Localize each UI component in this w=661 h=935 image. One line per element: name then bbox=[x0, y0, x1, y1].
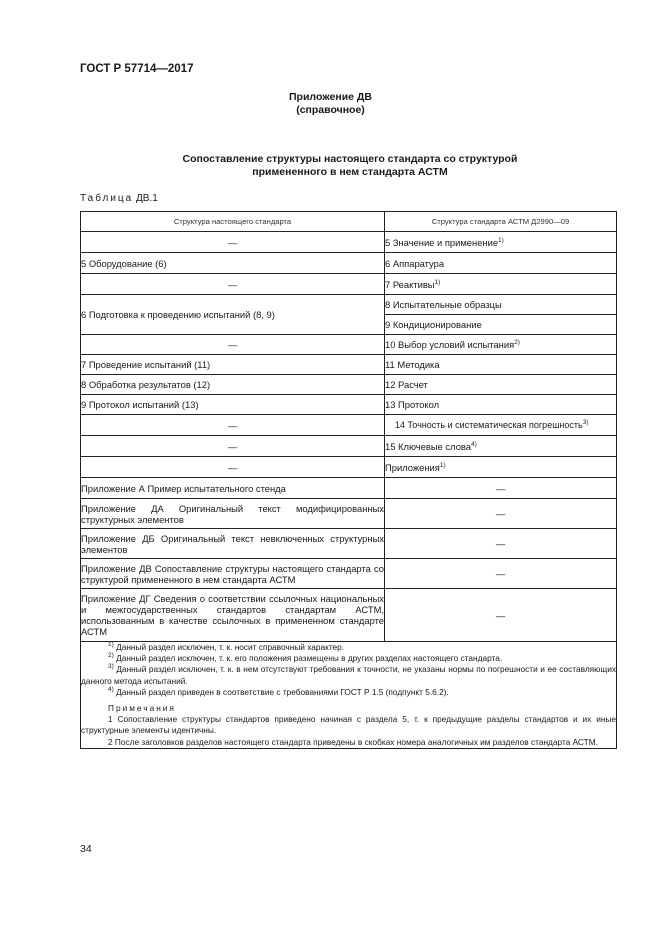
footnote bbox=[81, 653, 616, 664]
section-title-line-1: Сопоставление структуры настоящего стандарта со структурой bbox=[182, 153, 518, 165]
right-cell bbox=[385, 415, 617, 436]
table-caption-label: Таблица bbox=[80, 193, 134, 204]
right-cell-text: 5 Значение и применение bbox=[385, 236, 499, 248]
table-row bbox=[81, 355, 617, 375]
footnote-ref: 1) bbox=[434, 278, 441, 286]
table-row bbox=[81, 457, 617, 478]
appendix-title: Приложение ДВ bbox=[289, 91, 372, 103]
right-cell bbox=[385, 253, 617, 274]
right-cell bbox=[385, 315, 617, 335]
section-title-line-2: примененного в нем стандарта АСТМ bbox=[252, 166, 448, 178]
right-cell: — bbox=[385, 478, 617, 499]
right-cell bbox=[385, 335, 617, 355]
left-cell: — bbox=[81, 274, 385, 295]
footnote-mark: 2) bbox=[108, 652, 114, 660]
right-cell-text: 9 Кондиционирование bbox=[385, 319, 482, 330]
appendix-subtitle: (справочное) bbox=[296, 104, 365, 116]
right-cell: — bbox=[385, 499, 617, 529]
table-row bbox=[81, 232, 617, 253]
document-code: ГОСТ Р 57714—2017 bbox=[80, 63, 194, 75]
table-row bbox=[81, 274, 617, 295]
footnote-text: Данный раздел исключен, т. к. его положения размещены в других разделах настоящего стандарта. bbox=[113, 653, 503, 664]
left-cell: 7 Проведение испытаний (11) bbox=[81, 355, 385, 375]
left-cell: Приложение ДБ Оригинальный текст невключенных структурных элементов bbox=[81, 529, 385, 559]
left-cell: — bbox=[81, 232, 385, 253]
right-cell-text: 10 Выбор условий испытания bbox=[385, 339, 515, 350]
table-row bbox=[81, 478, 617, 499]
section-title bbox=[150, 153, 550, 179]
right-cell bbox=[385, 436, 617, 457]
left-cell-merged: 6 Подготовка к проведению испытаний (8, 9) bbox=[81, 295, 385, 335]
footnote-mark: 3) bbox=[108, 663, 114, 671]
footnote-ref: 1) bbox=[498, 236, 504, 244]
right-cell-text: Приложения bbox=[385, 461, 440, 473]
table-notes-row bbox=[81, 642, 617, 749]
header-astm-standard: Структура стандарта АСТМ Д2990—09 bbox=[385, 212, 617, 232]
table-caption bbox=[80, 193, 158, 204]
right-cell bbox=[385, 232, 617, 253]
table-row bbox=[81, 295, 617, 315]
right-cell bbox=[385, 295, 617, 315]
left-cell: Приложение ДВ Сопоставление структуры настоящего стандарта со структурой примененного в нем стандарта АСТМ bbox=[81, 559, 385, 589]
footnote-mark: 4) bbox=[108, 685, 114, 693]
left-cell: — bbox=[81, 335, 385, 355]
footnote bbox=[81, 642, 616, 653]
header-current-standard: Структура настоящего стандарта bbox=[81, 212, 385, 232]
table-row bbox=[81, 559, 617, 589]
note: 1 Сопоставление структуры стандартов приведено начиная с раздела 5, т. к предыдущие разделы стандартов и их иные структурные элементы идентичны. bbox=[81, 714, 616, 736]
left-cell: — bbox=[81, 415, 385, 436]
footnote-ref: 4) bbox=[471, 440, 477, 448]
right-cell-text: 8 Испытательные образцы bbox=[385, 299, 502, 310]
footnotes-cell bbox=[81, 642, 617, 749]
footnote-ref: 3) bbox=[582, 418, 589, 426]
right-cell: — bbox=[385, 529, 617, 559]
notes-title: Примечания bbox=[108, 703, 176, 714]
right-cell-text: 11 Методика bbox=[385, 359, 440, 370]
footnote bbox=[81, 664, 616, 686]
table-row bbox=[81, 436, 617, 457]
table-row bbox=[81, 253, 617, 274]
left-cell: 8 Обработка результатов (12) bbox=[81, 375, 385, 395]
left-cell: Приложение А Пример испытательного стенда bbox=[81, 478, 385, 499]
right-cell: — bbox=[385, 589, 617, 642]
footnote-text: Данный раздел исключен, т. к. в нем отсутствуют требования к точности, не указаны нормы по погрешности и ее составляющих данного метода испытаний. bbox=[81, 664, 616, 686]
right-cell bbox=[385, 355, 617, 375]
table-row bbox=[81, 529, 617, 559]
table-header-row bbox=[81, 212, 617, 232]
footnote bbox=[81, 687, 616, 698]
table-row bbox=[81, 499, 617, 529]
table-row bbox=[81, 375, 617, 395]
footnote-text: Данный раздел исключен, т. к. носит справочный характер. bbox=[113, 642, 345, 652]
right-cell-text: 14 Точность и систематическая погрешность bbox=[395, 419, 583, 430]
left-cell: — bbox=[81, 436, 385, 457]
left-cell: — bbox=[81, 457, 385, 478]
left-cell: Приложение ДГ Сведения о соответствии ссылочных национальных и межгосударственных стандартов стандартам АСТМ, использованным в качестве ссылочных в примененном стандарте АСТМ bbox=[81, 589, 385, 642]
table-row bbox=[81, 395, 617, 415]
footnote-mark: 1) bbox=[108, 641, 114, 648]
left-cell: 5 Оборудование (6) bbox=[81, 253, 385, 274]
right-cell: — bbox=[385, 559, 617, 589]
footnote-ref: 1) bbox=[439, 461, 446, 469]
right-cell bbox=[385, 457, 617, 478]
footnote-ref: 2) bbox=[514, 339, 520, 346]
note: 2 После заголовков разделов настоящего стандарта приведены в скобках номера аналогичных им разделов стандарта АСТМ. bbox=[108, 736, 598, 747]
right-cell-text: 6 Аппаратура bbox=[385, 257, 445, 269]
structure-comparison-table bbox=[80, 211, 617, 749]
right-cell bbox=[385, 395, 617, 415]
page-number: 34 bbox=[80, 843, 92, 855]
footnote-text: Данный раздел приведен в соответствие с требованиями ГОСТ Р 1.5 (подпункт 5.6.2). bbox=[113, 686, 449, 697]
right-cell bbox=[385, 274, 617, 295]
right-cell bbox=[385, 375, 617, 395]
left-cell: Приложение ДА Оригинальный текст модифицированных структурных элементов bbox=[81, 499, 385, 529]
right-cell-text: 13 Протокол bbox=[385, 399, 440, 410]
table-row bbox=[81, 415, 617, 436]
table-row bbox=[81, 335, 617, 355]
table-caption-number: ДВ.1 bbox=[136, 193, 158, 204]
left-cell: 9 Протокол испытаний (13) bbox=[81, 395, 385, 415]
right-cell-text: 15 Ключевые слова bbox=[385, 440, 471, 452]
table-row bbox=[81, 589, 617, 642]
right-cell-text: 7 Реактивы bbox=[385, 278, 435, 290]
right-cell-text: 12 Расчет bbox=[385, 379, 428, 390]
appendix-heading bbox=[0, 91, 661, 117]
